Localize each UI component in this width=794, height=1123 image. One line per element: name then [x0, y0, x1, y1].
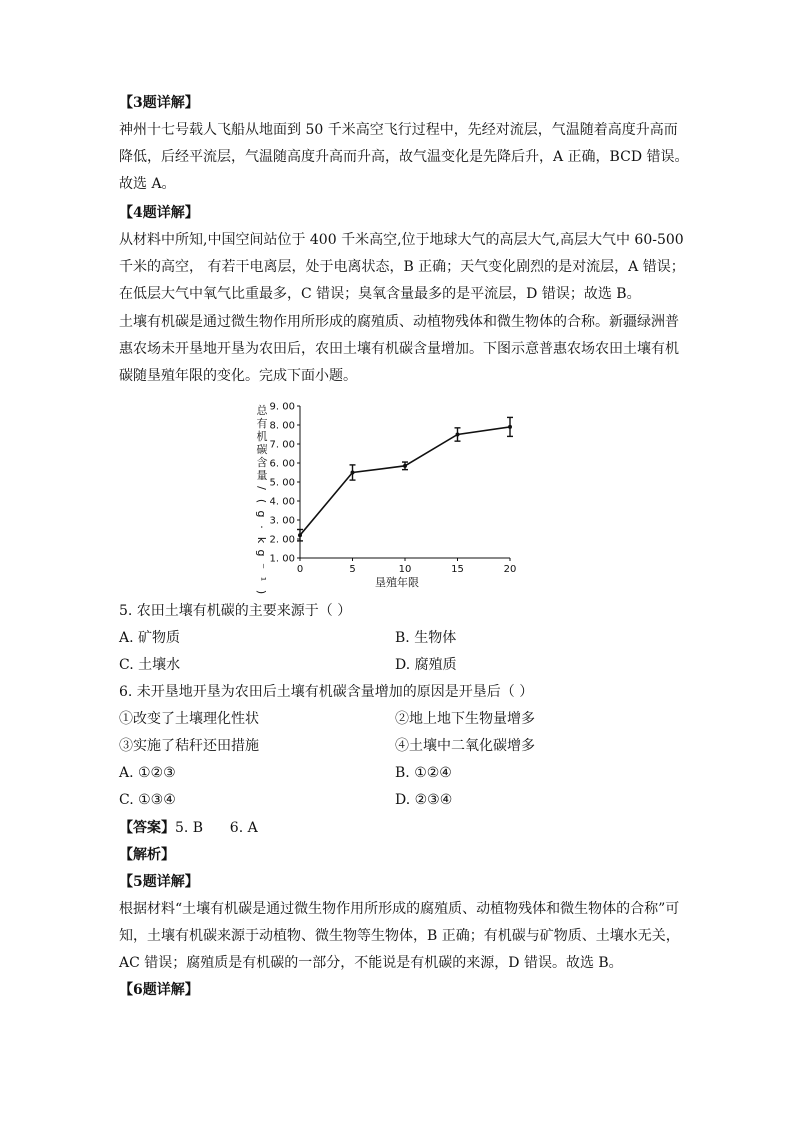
q4-line-1: 从材料中所知,中国空间站位于 400 千米高空,位于地球大气的高层大气,高层大气中 60-500: [119, 232, 684, 248]
data-point: [403, 464, 407, 468]
q3-line-1: 神州十七号载人飞船从地面到 50 千米高空飞行过程中，先经对流层，气温随着高度升高而: [119, 122, 678, 138]
y-tick-label: 5. 00: [269, 477, 295, 489]
y-label-char: 碳: [256, 443, 268, 456]
q5-option-b[interactable]: B. 生物体: [395, 630, 457, 646]
y-tick-label: 9. 00: [269, 401, 295, 413]
y-tick-label: 2. 00: [269, 534, 295, 546]
x-axis-label: 垦殖年限: [375, 576, 419, 589]
material-line-3: 碳随垦殖年限的变化。完成下面小题。: [119, 368, 357, 384]
y-label-char: ¹: [255, 576, 268, 582]
data-point: [456, 433, 460, 437]
answer-label: 【答案】: [119, 820, 175, 836]
q5-option-d[interactable]: D. 腐殖质: [395, 657, 457, 673]
answer-section: [119, 815, 679, 1004]
data-points: [297, 417, 513, 541]
material-line-1: 土壤有机碳是通过微生物作用所形成的腐殖质、动植物残体和微生物体的合称。新疆绿洲普: [119, 314, 679, 330]
x-tick-label: 0: [296, 564, 304, 575]
y-label-char: 含: [256, 456, 268, 469]
x-tick-label: 15: [451, 564, 464, 575]
material-paragraph: [119, 309, 679, 390]
question-6: [119, 679, 679, 706]
q6-option-c[interactable]: C. ①③④: [119, 792, 176, 808]
organic-carbon-chart: [250, 396, 540, 596]
q3-line-2: 降低，后经平流层，气温随高度升高而升高，故气温变化是先降后升，A 正确，BCD 错误。: [119, 149, 689, 165]
q6-statement-1: ①改变了土壤理化性状: [119, 711, 259, 727]
x-axis-ticks: [297, 558, 517, 575]
y-label-char: g: [255, 549, 268, 557]
q5-detail-line-1: 根据材料“土壤有机碳是通过微生物作用所形成的腐殖质、动植物残体和微生物体的合称”可: [119, 901, 680, 917]
q4-line-3: 在低层大气中氧气比重最多，C 错误；臭氧含量最多的是平流层，D 错误；故选 B。: [119, 286, 641, 302]
q6-option-a[interactable]: A. ①②③: [119, 765, 176, 781]
y-tick-label: 8. 00: [269, 420, 295, 432]
q6-option-d[interactable]: D. ②③④: [395, 792, 453, 808]
q6-statement-3: ③实施了秸秆还田措施: [119, 738, 259, 754]
q6-stem: 6. 未开垦地开垦为农田后土壤有机碳含量增加的原因是开垦后（ ）: [119, 684, 534, 700]
x-tick-label: 10: [398, 564, 412, 575]
q4-line-2: 千米的高空， 有若干电离层，处于电离状态，B 正确；天气变化剧烈的是对流层，A 错误；: [119, 259, 685, 275]
y-label-char: 有: [256, 417, 268, 430]
q6-statement-2: ②地上地下生物量增多: [395, 711, 535, 727]
q6-detail-header: 【6题详解】: [119, 982, 199, 998]
q5-option-a[interactable]: A. 矿物质: [119, 630, 181, 646]
x-tick-label: 20: [503, 564, 517, 575]
y-label-char: /: [255, 486, 268, 490]
q3-line-3: 故选 A。: [119, 176, 176, 192]
q3-header: 【3题详解】: [119, 95, 199, 111]
q5-detail-line-3: AC 错误；腐殖质是有机碳的一部分，不能说是有机碳的来源，D 错误。故选 B。: [119, 955, 623, 971]
q6-statement-4: ④土壤中二氧化碳增多: [395, 738, 535, 754]
y-label-char: ·: [255, 525, 268, 529]
y-label-char: ): [255, 589, 268, 595]
y-tick-label: 3. 00: [269, 515, 295, 527]
data-point: [351, 471, 355, 475]
y-label-char: 总: [256, 404, 268, 417]
data-point: [508, 425, 512, 429]
data-point: [298, 533, 302, 537]
answer-line: [119, 815, 679, 842]
y-tick-label: 4. 00: [269, 496, 295, 508]
y-tick-label: 6. 00: [269, 458, 295, 470]
q6-option-b[interactable]: B. ①②④: [395, 765, 452, 781]
y-label-char: ⁻: [255, 563, 268, 569]
y-axis-ticks: [270, 402, 300, 565]
q5-stem: 5. 农田土壤有机碳的主要来源于（ ）: [119, 603, 352, 619]
material-line-2: 惠农场未开垦地开垦为农田后，农田土壤有机碳含量增加。下图示意普惠农场农田土壤有机: [119, 341, 679, 357]
y-label-char: g: [255, 510, 268, 518]
q5-option-c[interactable]: C. 土壤水: [119, 657, 181, 673]
y-label-char: (: [255, 498, 268, 504]
analysis-label: 【解析】: [119, 847, 175, 863]
q3-explanation: [119, 90, 689, 198]
y-label-char: 量: [256, 469, 268, 482]
q4-explanation: [119, 200, 685, 308]
question-5: [119, 598, 679, 625]
y-label-char: k: [255, 536, 268, 544]
y-tick-label: 7. 00: [269, 439, 295, 451]
q4-header: 【4题详解】: [119, 205, 199, 221]
q5-detail-header: 【5题详解】: [119, 874, 199, 890]
y-label-char: 机: [256, 430, 268, 443]
answer-text: 5. B 6. A: [175, 820, 258, 836]
y-tick-label: 1. 00: [269, 553, 295, 565]
q5-detail-line-2: 知，土壤有机碳来源于动植物、微生物等生物体，B 正确；有机碳与矿物质、土壤水无关，: [119, 928, 680, 944]
series-line: [300, 427, 510, 535]
x-tick-label: 5: [349, 564, 356, 575]
y-axis-label: [255, 404, 269, 594]
